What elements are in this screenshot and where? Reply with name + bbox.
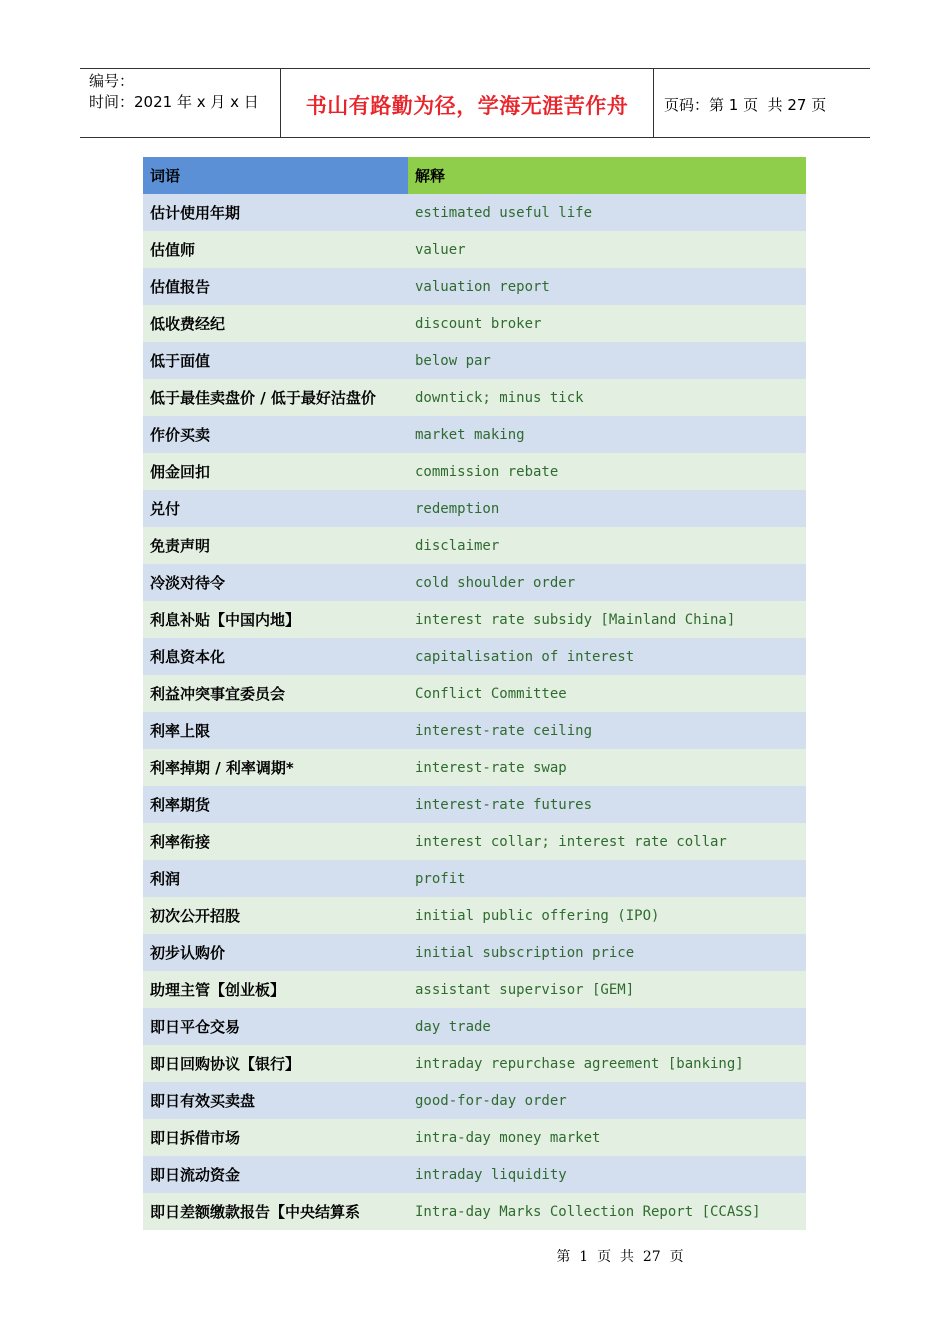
term-cell: 即日有效买卖盘 [143, 1082, 408, 1119]
definition-cell: capitalisation of interest [408, 638, 806, 675]
table-row [143, 675, 806, 712]
table-row [143, 379, 806, 416]
table-row [143, 1008, 806, 1045]
term-cell: 估值报告 [143, 268, 408, 305]
term-cell: 利益冲突事宜委员会 [143, 675, 408, 712]
definition-cell: day trade [408, 1008, 806, 1045]
definition-cell: interest rate subsidy [Mainland China] [408, 601, 806, 638]
table-row [143, 749, 806, 786]
term-cell: 即日差额缴款报告【中央结算系 [143, 1193, 408, 1230]
table-row [143, 860, 806, 897]
definition-cell: profit [408, 860, 806, 897]
table-row [143, 823, 806, 860]
table-row [143, 453, 806, 490]
term-cell: 利率上限 [143, 712, 408, 749]
definition-cell: below par [408, 342, 806, 379]
definition-cell: intraday liquidity [408, 1156, 806, 1193]
header-motto: 书山有路勤为径，学海无涯苦作舟 [281, 69, 654, 137]
term-cell: 利息资本化 [143, 638, 408, 675]
table-row [143, 490, 806, 527]
table-row [143, 564, 806, 601]
table-row [143, 231, 806, 268]
page-header [80, 68, 870, 138]
table-row [143, 268, 806, 305]
table-row [143, 601, 806, 638]
page-info-text: 页码：第 1 页 共 27 页 [664, 95, 827, 114]
definition-cell: discount broker [408, 305, 806, 342]
definition-cell: intra-day money market [408, 1119, 806, 1156]
term-cell: 利率掉期 / 利率调期* [143, 749, 408, 786]
definition-cell: initial public offering (IPO) [408, 897, 806, 934]
term-cell: 作价买卖 [143, 416, 408, 453]
table-row [143, 1082, 806, 1119]
definition-cell: valuation report [408, 268, 806, 305]
table-row [143, 971, 806, 1008]
table-row [143, 638, 806, 675]
table-row [143, 897, 806, 934]
term-cell: 利息补贴【中国内地】 [143, 601, 408, 638]
table-row [143, 786, 806, 823]
term-cell: 初步认购价 [143, 934, 408, 971]
term-cell: 助理主管【创业板】 [143, 971, 408, 1008]
term-cell: 冷淡对待令 [143, 564, 408, 601]
term-cell: 利润 [143, 860, 408, 897]
table-row [143, 1193, 806, 1230]
term-cell: 低收费经纪 [143, 305, 408, 342]
header-meta [80, 69, 281, 137]
definition-cell: market making [408, 416, 806, 453]
definition-cell: interest collar; interest rate collar [408, 823, 806, 860]
definition-cell: good-for-day order [408, 1082, 806, 1119]
term-cell: 初次公开招股 [143, 897, 408, 934]
definition-cell: estimated useful life [408, 194, 806, 231]
definition-cell: intraday repurchase agreement [banking] [408, 1045, 806, 1082]
table-row [143, 1156, 806, 1193]
term-cell: 低于最佳卖盘价 / 低于最好沽盘价 [143, 379, 408, 416]
table-row [143, 527, 806, 564]
term-cell: 免责声明 [143, 527, 408, 564]
term-cell: 利率期货 [143, 786, 408, 823]
definition-cell: Intra-day Marks Collection Report [CCASS] [408, 1193, 806, 1230]
term-cell: 低于面值 [143, 342, 408, 379]
document-date: 时间：2021 年 x 月 x 日 [89, 93, 259, 111]
term-cell: 即日拆借市场 [143, 1119, 408, 1156]
page-footer: 第 1 页 共 27 页 [556, 1249, 684, 1265]
table-row [143, 416, 806, 453]
term-cell: 即日流动资金 [143, 1156, 408, 1193]
document-number: 编号： [89, 72, 135, 90]
definition-cell: downtick; minus tick [408, 379, 806, 416]
definition-cell: Conflict Committee [408, 675, 806, 712]
term-cell: 利率衔接 [143, 823, 408, 860]
definition-cell: disclaimer [408, 527, 806, 564]
term-cell: 即日平仓交易 [143, 1008, 408, 1045]
table-row [143, 712, 806, 749]
glossary-table [143, 157, 806, 1230]
term-cell: 即日回购协议【银行】 [143, 1045, 408, 1082]
table-row [143, 1119, 806, 1156]
table-row [143, 1045, 806, 1082]
table-header-row [143, 157, 806, 194]
definition-cell: cold shoulder order [408, 564, 806, 601]
table-row [143, 305, 806, 342]
definition-cell: initial subscription price [408, 934, 806, 971]
term-cell: 佣金回扣 [143, 453, 408, 490]
definition-cell: interest-rate ceiling [408, 712, 806, 749]
term-cell: 估值师 [143, 231, 408, 268]
term-cell: 估计使用年期 [143, 194, 408, 231]
term-cell: 兑付 [143, 490, 408, 527]
header-page-info [654, 69, 870, 137]
table-row [143, 194, 806, 231]
definition-cell: commission rebate [408, 453, 806, 490]
definition-cell: assistant supervisor [GEM] [408, 971, 806, 1008]
definition-cell: valuer [408, 231, 806, 268]
column-header-definition: 解释 [408, 157, 806, 194]
definition-cell: redemption [408, 490, 806, 527]
column-header-term: 词语 [143, 157, 408, 194]
table-row [143, 934, 806, 971]
definition-cell: interest-rate swap [408, 749, 806, 786]
definition-cell: interest-rate futures [408, 786, 806, 823]
table-row [143, 342, 806, 379]
